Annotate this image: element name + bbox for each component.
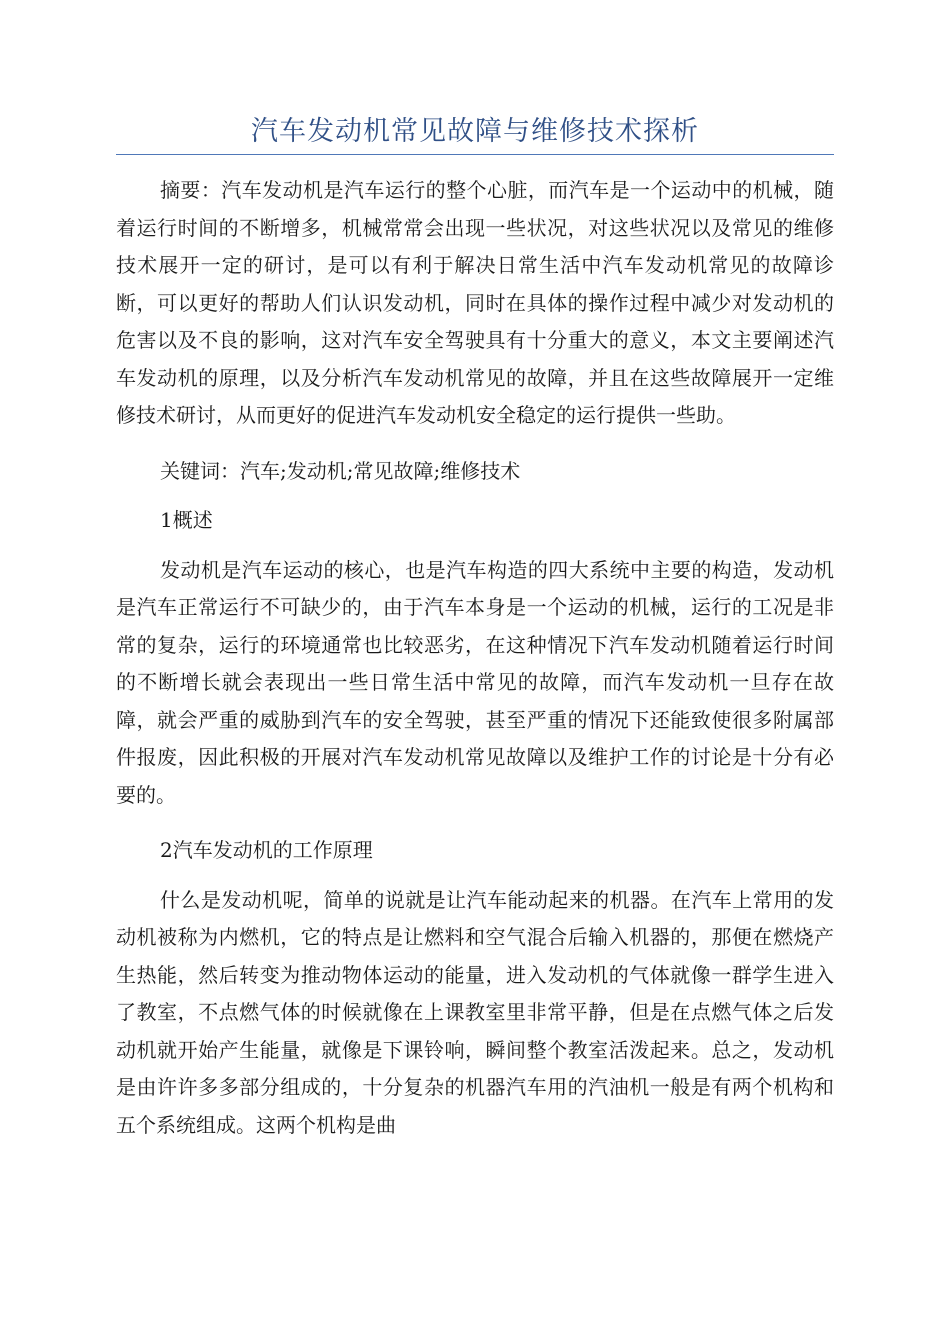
document-title: 汽车发动机常见故障与维修技术探析 [251,116,699,147]
section-2-paragraph: 什么是发动机呢，简单的说就是让汽车能动起来的机器。在汽车上常用的发动机被称为内燃机，它的特点是让燃料和空气混合后输入机器的，那便在燃烧产生热能，然后转变为推动物体运动的能量，进入发动机的气体就像一群学生进入了教室，不点燃气体的时候就像在上课教室里非常平静，但是在点燃气体之后发动机就开始产生能量，就像是下课铃响，瞬间整个教室活泼起来。总之，发动机是由许许多多部分组成的，十分复杂的机器汽车用的汽油机一般是有两个机构和五个系统组成。这两个机构是曲 [116,887,834,1137]
abstract-paragraph: 摘要：汽车发动机是汽车运行的整个心脏，而汽车是一个运动中的机械，随着运行时间的不断增多，机械常常会出现一些状况，对这些状况以及常见的维修技术展开一定的研讨，是可以有利于解决日常生活中汽车发动机常见的故障诊断，可以更好的帮助人们认识发动机，同时在具体的操作过程中减少对发动机的危害以及不良的影响，这对汽车安全驾驶具有十分重大的意义，本文主要阐述汽车发动机的原理，以及分析汽车发动机常见的故障，并且在这些故障展开一定维修技术研讨，从而更好的促进汽车发动机安全稳定的运行提供一些助。 [116,178,834,427]
section-1-heading: 1概述 [160,508,213,532]
keywords-line: 关键词：汽车;发动机;常见故障;维修技术 [160,458,521,483]
title-underline [116,154,834,155]
section-2-heading: 2汽车发动机的工作原理 [160,838,373,862]
document-body [116,172,834,1162]
section-1-paragraph: 发动机是汽车运动的核心，也是汽车构造的四大系统中主要的构造，发动机是汽车正常运行不可缺少的，由于汽车本身是一个运动的机械，运行的工况是非常的复杂，运行的环境通常也比较恶劣，在这种情况下汽车发动机随着运行时间的不断增长就会表现出一些日常生活中常见的故障，而汽车发动机一旦存在故障，就会严重的威胁到汽车的安全驾驶，甚至严重的情况下还能致使很多附属部件报废，因此积极的开展对汽车发动机常见故障以及维护工作的讨论是十分有必要的。 [116,557,834,807]
